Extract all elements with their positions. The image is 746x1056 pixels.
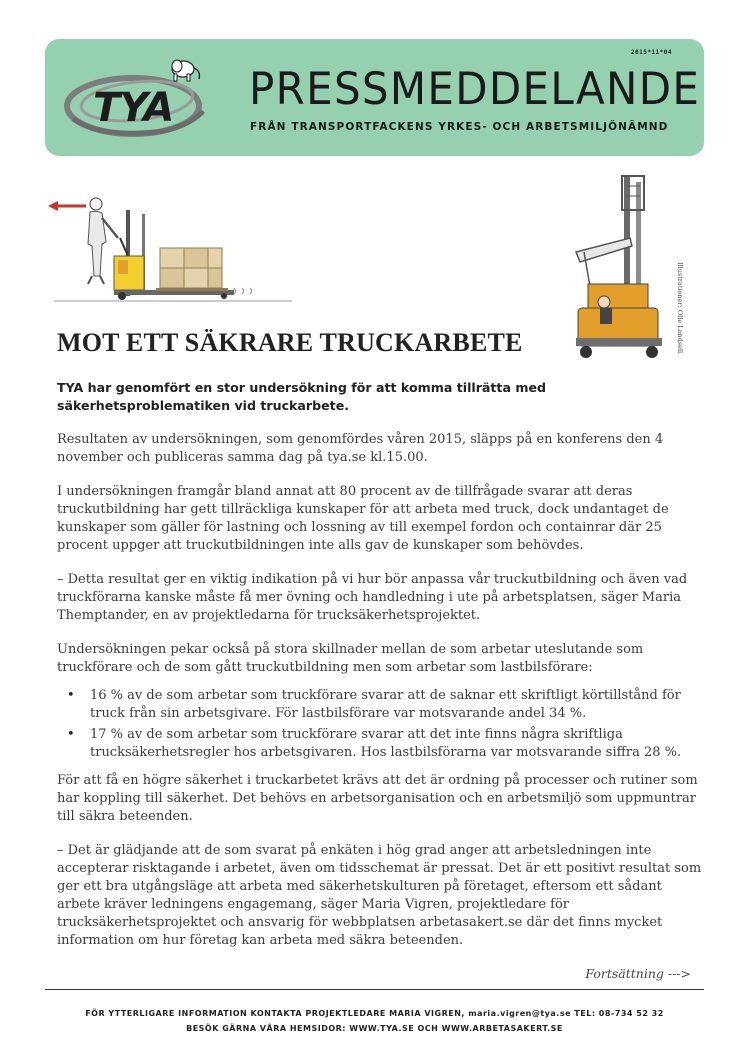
footer-contact: [45, 1006, 704, 1036]
reach-truck-illustration: [572, 172, 676, 362]
arrow-left-icon: [48, 201, 86, 211]
footer-websites-line: BESÖK GÄRNA VÅRA HEMSIDOR: WWW.TYA.SE OCH WWW.ARBETASAKERT.SE: [186, 1024, 563, 1033]
article-headline: MOT ETT SÄKRARE TRUCKARBETE: [57, 328, 523, 357]
footer-contact-line: FÖR YTTERLIGARE INFORMATION KONTAKTA PROJEKTLEDARE MARIA VIGREN, maria.vigren@tya.se TEL: 08-734 52 32: [85, 1009, 664, 1018]
paragraph-1: Resultaten av undersökningen, som genomfördes våren 2015, släpps på en konferens den 4 november och publiceras samma dag på tya.se kl.15.00.: [57, 432, 664, 465]
illustration-credit: Illustrationer: Olle Landsell: [676, 262, 684, 354]
article-lead: TYA har genomfört en stor undersökning för att komma tillrätta med säkerhetsproblematiken vid truckarbete.: [57, 380, 547, 413]
paragraph-3: – Detta resultat ger en viktig indikation på vi hur bör anpassa vår truckutbildning och även vad truckförarna kanske måste få mer övning och handledning i ute på arbetsplatsen, säger Maria Themptander, en av projektledarna för trucksäkerhetsprojektet.: [57, 572, 688, 623]
paragraph-4: Undersökningen pekar också på stora skillnader mellan de som arbetar uteslutande som truckförare och de som gått truckutbildning men som arbetar som lastbilsförare:: [57, 642, 644, 675]
page-title: PRESSMEDDELANDE: [249, 62, 701, 115]
release-date: 2015*11*04: [630, 49, 672, 56]
page-subtitle: FRÅN TRANSPORTFACKENS YRKES- OCH ARBETSMILJÖNÄMND: [250, 121, 669, 133]
footer-divider: [45, 989, 704, 990]
list-item: • 16 % av de som arbetar som truckförare svarar att de saknar ett skriftligt körtillstånd för truck från sin arbetsgivare. För lastbilsförare var motsvarande andel 34 %.: [57, 687, 707, 723]
elephant-icon: [172, 60, 199, 81]
paragraph-6: – Det är glädjande att de som svarat på enkäten i hög grad anger att arbetsledningen inte accepterar risktagande i arbetet, även om tidsschemat är pressat. Det är ett positivt resultat som ger ett bra utgångsläge att arbeta med säkerhetskulturen på företaget, eftersom ett sådant arbete kräver ledningens engagemang, säger Maria Vigren, projektledare för trucksäkerhetsprojektet och ansvarig för webbplatsen arbetasakert.se där det finns mycket information om hur företag kan arbeta med säkra beteenden.: [57, 843, 702, 948]
tya-logo: [63, 51, 208, 143]
logo-text: TYA: [93, 85, 174, 131]
continue-link[interactable]: Fortsättning --->: [585, 966, 691, 981]
pallet-truck-illustration: [44, 180, 296, 308]
article-body: [57, 379, 707, 966]
statistics-list: [57, 687, 707, 762]
paragraph-5: För att få en högre säkerhet i truckarbetet krävs att det är ordning på processer och rutiner som har koppling till säkerhet. Det behövs en arbetsorganisation och en arbetsmiljö som uppmuntrar till säkra beteenden.: [57, 773, 698, 824]
paragraph-2: I undersökningen framgår bland annat att 80 procent av de tillfrågade svarar att deras truckutbildning har gett tillräckliga kunskaper för att arbeta med truck, dock undantaget de kunskaper som gäller för lastning och lossning av till exempel fordon och containrar där 25 procent uppger att truckutbildningen inte alls gav de kunskaper som behövdes.: [57, 484, 669, 553]
press-header: [45, 39, 704, 156]
list-item: • 17 % av de som arbetar som truckförare svarar att det inte finns några skriftliga trucksäkerhetsregler hos arbetsgivaren. Hos lastbilsförarna var motsvarande siffra 28 %.: [57, 726, 707, 762]
